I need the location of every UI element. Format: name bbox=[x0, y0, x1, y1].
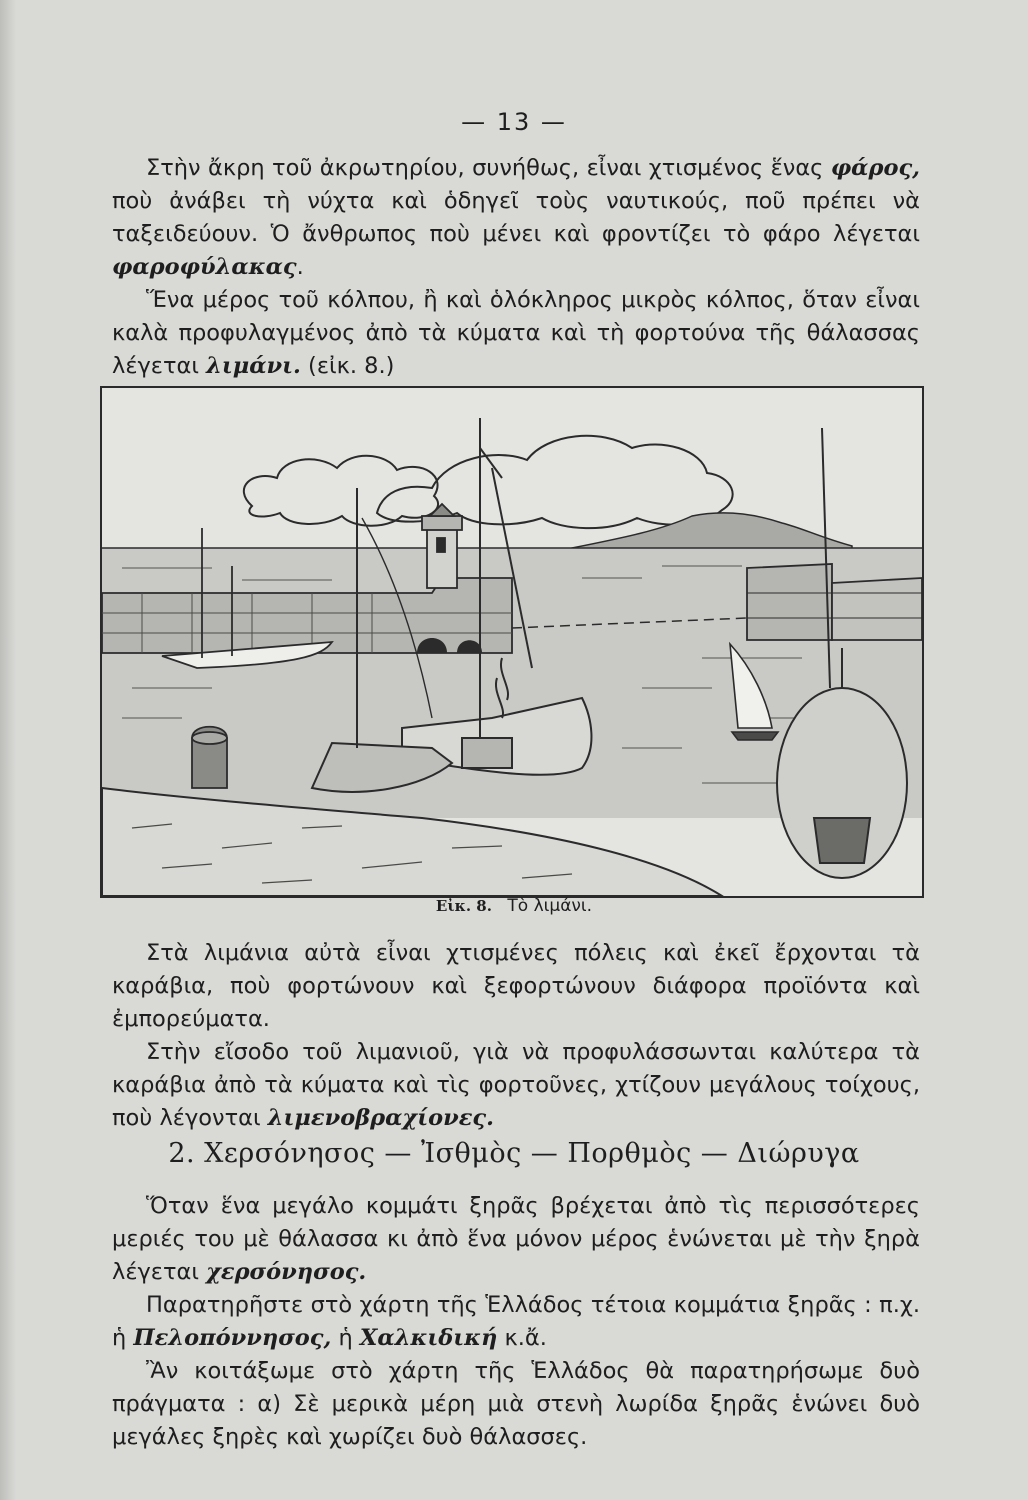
paragraph-lighthouse bbox=[112, 152, 920, 284]
emphasized-term: Πελοπόννησος, bbox=[133, 1325, 332, 1351]
figure-label: Εἰκ. 8. bbox=[435, 897, 492, 915]
text-block-middle bbox=[112, 937, 920, 1135]
paragraph-examples bbox=[112, 1289, 920, 1355]
text-run: Ὅταν ἕνα μεγάλο κομμάτι ξηρᾶς βρέχεται ἀπὸ τὶς περισσότερες μεριές του μὲ θάλασσα κι ἀπὸ ἕνα μόνον μέρος ἑνώνεται μὲ τὴν ξηρὰ λέγεται bbox=[112, 1193, 920, 1285]
harbor-illustration bbox=[100, 386, 924, 898]
paragraph-harbor bbox=[112, 284, 920, 383]
text-run: Στὴν εἴσοδο τοῦ λιμανιοῦ, γιὰ νὰ προφυλάσσωνται καλύτερα τὰ καράβια ἀπὸ τὰ κύματα καὶ τὶς φορτοῦνες, χτίζουν μεγάλους τοίχους, ποὺ λέγονται bbox=[112, 1039, 920, 1131]
text-block-top bbox=[112, 152, 920, 383]
text-run: ποὺ ἀνάβει τὴ νύχτα καὶ ὁδηγεῖ τοὺς ναυτικούς, ποῦ πρέπει νὰ ταξειδεύουν. Ὁ ἄνθρωπος ποὺ μένει καὶ φροντίζει τὸ φάρο λέγεται bbox=[112, 188, 920, 247]
text-run: Ἂν κοιτάξωμε στὸ χάρτη τῆς Ἑλλάδος θὰ παρατηρήσωμε δυὸ πράγματα : α) Σὲ μερικὰ μέρη μιὰ στενὴ λωρίδα ξηρᾶς ἑνώνει δυὸ μεγάλες ξηρὲς καὶ χωρίζει δυὸ θάλασσες. bbox=[112, 1358, 920, 1450]
text-run: (εἰκ. 8.) bbox=[300, 353, 395, 379]
page-edge-shadow bbox=[0, 0, 16, 1500]
page-number: — 13 — bbox=[461, 108, 567, 136]
bollard bbox=[192, 727, 227, 788]
text-run: ἡ bbox=[331, 1325, 360, 1351]
text-run: Στὴν ἄκρη τοῦ ἀκρωτηρίου, συνήθως, εἶναι χτισμένος ἕνας bbox=[146, 155, 831, 181]
paragraph-isthmus bbox=[112, 1355, 920, 1454]
text-run: Στὰ λιμάνια αὐτὰ εἶναι χτισμένες πόλεις καὶ ἐκεῖ ἔρχονται τὰ καράβια, ποὺ φορτώνουν καὶ ξεφορτώνουν διάφορα προϊόντα καὶ ἐμπορεύματα. bbox=[112, 940, 920, 1032]
figure-caption bbox=[0, 896, 1028, 916]
section-heading: 2. Χερσόνησος — Ἰσθμὸς — Πορθμὸς — Διώρυγα bbox=[168, 1138, 860, 1169]
lighthouse bbox=[422, 504, 462, 588]
emphasized-term: φαροφύλακας bbox=[112, 254, 297, 280]
text-block-bottom bbox=[112, 1190, 920, 1454]
paragraph-breakwaters bbox=[112, 1036, 920, 1135]
figure-caption-text: Τὸ λιμάνι. bbox=[507, 896, 593, 916]
text-run: κ.ἄ. bbox=[497, 1325, 547, 1351]
harbor-drawing bbox=[102, 388, 922, 896]
emphasized-term: φάρος, bbox=[830, 155, 920, 181]
text-run: Ἕνα μέρος τοῦ κόλπου, ἢ καὶ ὁλόκληρος μικρὸς κόλπος, ὅταν εἶναι καλὰ προφυλαγμένος ἀπὸ τὰ κύματα καὶ τὴ φορτούνα τῆς θάλασσας λέγεται bbox=[112, 287, 920, 379]
paragraph-peninsula bbox=[112, 1190, 920, 1289]
emphasized-term: λιμενοβραχίονες. bbox=[267, 1105, 494, 1131]
paragraph-harbor-cities bbox=[112, 937, 920, 1036]
text-run: Παρατηρῆστε στὸ χάρτη τῆς Ἑλλάδος τέτοια κομμάτια ξηρᾶς : π.χ. ἡ bbox=[112, 1292, 920, 1351]
emphasized-term: λιμάνι. bbox=[206, 353, 301, 379]
emphasized-term: χερσόνησος. bbox=[206, 1259, 367, 1285]
emphasized-term: Χαλκιδική bbox=[359, 1325, 498, 1351]
text-run: . bbox=[296, 254, 304, 280]
